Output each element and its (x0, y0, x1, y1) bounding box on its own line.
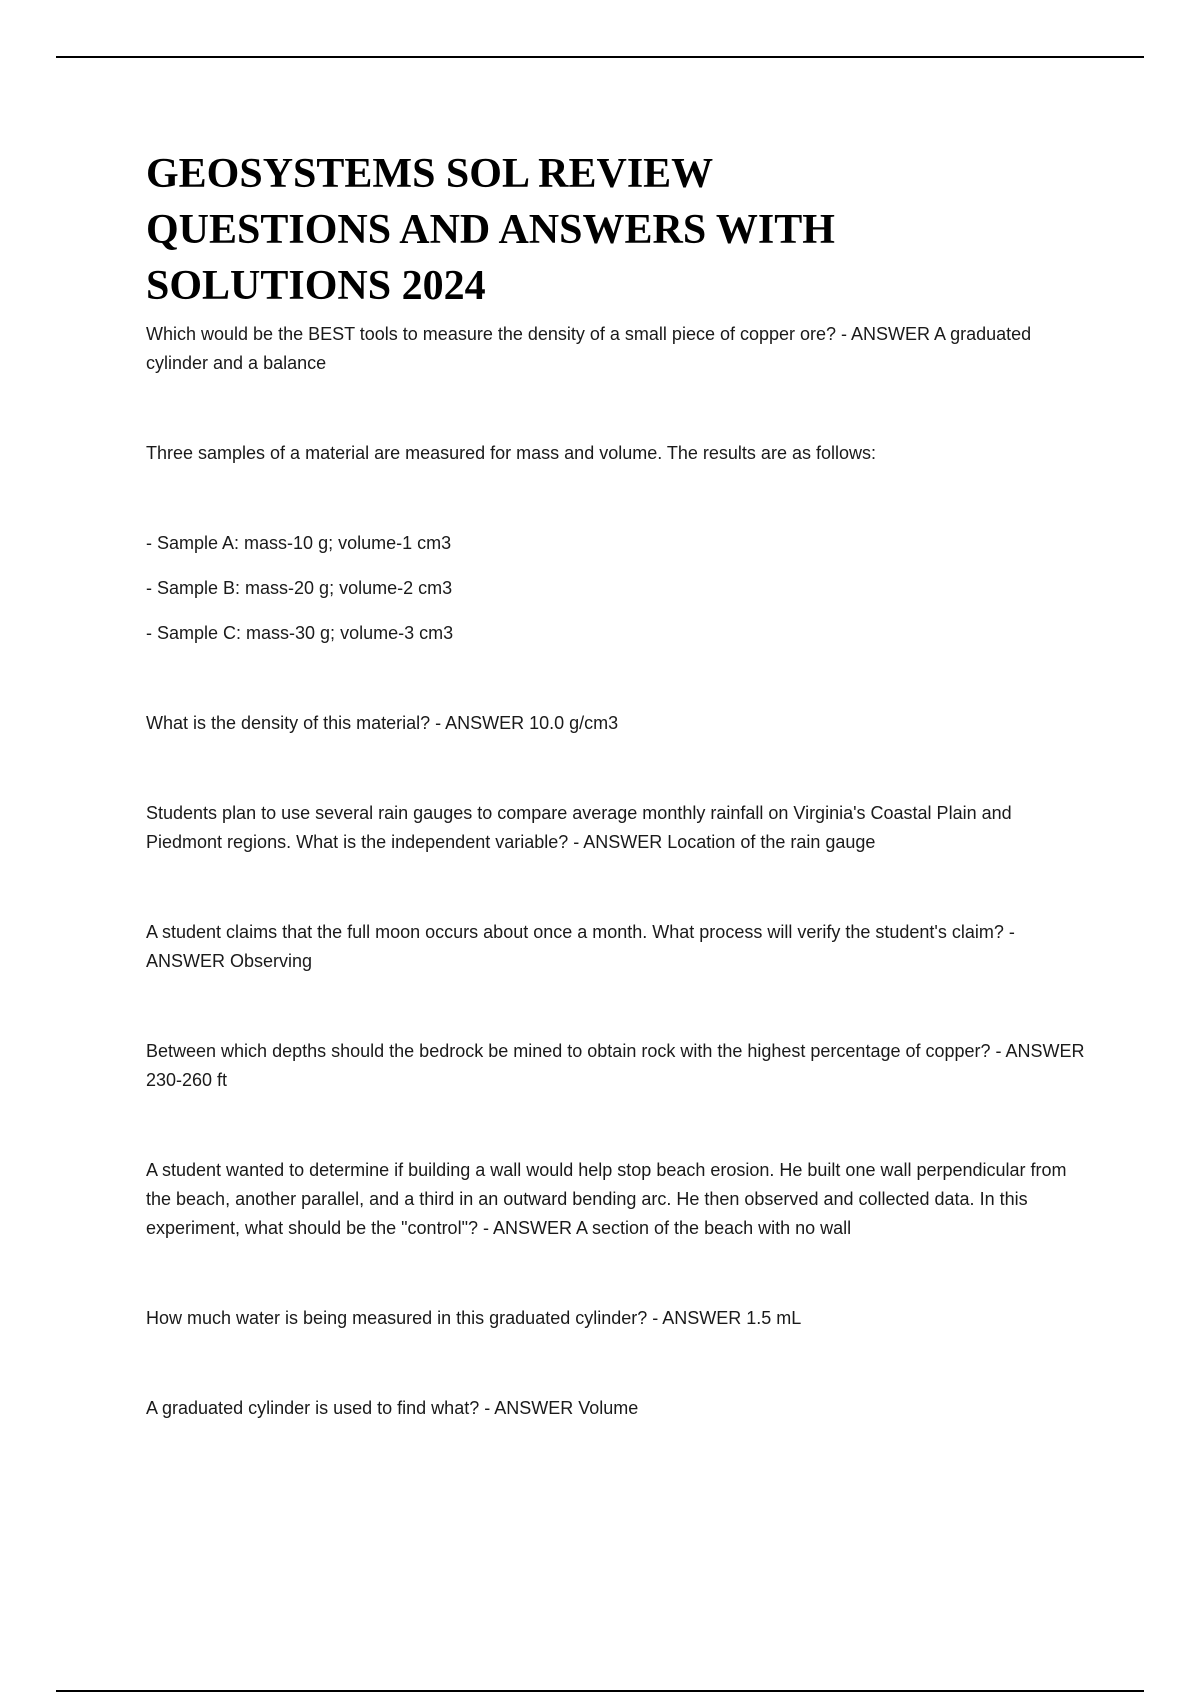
document-body (146, 146, 1086, 1423)
qa-item: Three samples of a material are measured for mass and volume. The results are as follows: (146, 443, 876, 463)
document-title (146, 146, 1086, 314)
sample-list-item: - Sample C: mass-30 g; volume-3 cm3 (146, 623, 454, 643)
qa-item: Which would be the BEST tools to measure the density of a small piece of copper ore? - ANSWER A graduated cylinder and a balance (146, 324, 1032, 373)
top-rule (56, 56, 1144, 58)
sample-list-item: - Sample A: mass-10 g; volume-1 cm3 (146, 533, 452, 553)
qa-item: Students plan to use several rain gauges to compare average monthly rainfall on Virginia's Coastal Plain and Piedmont regions. What is the independent variable? - ANSWER Location of the rain gauge (146, 803, 1012, 852)
qa-item: How much water is being measured in this graduated cylinder? - ANSWER 1.5 mL (146, 1308, 802, 1328)
title-line: SOLUTIONS 2024 (146, 263, 486, 309)
bottom-rule (56, 1690, 1144, 1692)
title-line: QUESTIONS AND ANSWERS WITH (146, 207, 835, 253)
qa-item: A student claims that the full moon occurs about once a month. What process will verify the student's claim? - ANSWER Observing (146, 922, 1015, 971)
title-line: GEOSYSTEMS SOL REVIEW (146, 151, 714, 197)
qa-item: What is the density of this material? - ANSWER 10.0 g/cm3 (146, 713, 619, 733)
qa-item: A student wanted to determine if building a wall would help stop beach erosion. He built one wall perpendicular from the beach, another parallel, and a third in an outward bending arc. He then observed and collected data. In this experiment, what should be the "control"? - ANSWER A section of the beach with no wall (146, 1160, 1067, 1238)
qa-item: A graduated cylinder is used to find what? - ANSWER Volume (146, 1398, 639, 1418)
qa-item: Between which depths should the bedrock be mined to obtain rock with the highest percentage of copper? - ANSWER 230-260 ft (146, 1041, 1085, 1090)
sample-list-item: - Sample B: mass-20 g; volume-2 cm3 (146, 578, 453, 598)
